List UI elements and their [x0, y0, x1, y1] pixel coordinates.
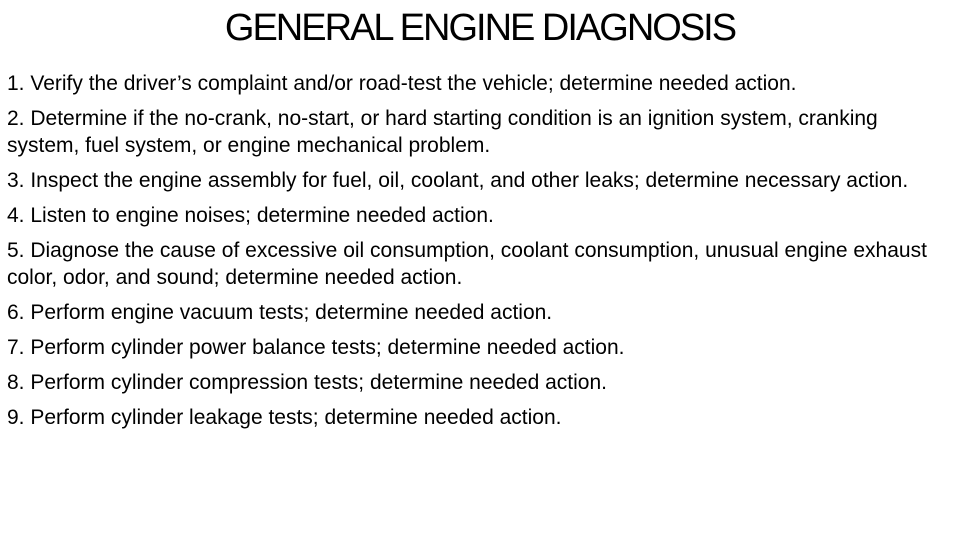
list-item: 4. Listen to engine noises; determine needed action. [7, 204, 494, 227]
slide-title: GENERAL ENGINE DIAGNOSIS [224, 7, 736, 49]
list-item: 3. Inspect the engine assembly for fuel, oil, coolant, and other leaks; determine necessary action. [7, 169, 909, 192]
list-item: 7. Perform cylinder power balance tests; determine needed action. [7, 336, 625, 359]
list-item: 9. Perform cylinder leakage tests; determine needed action. [7, 406, 562, 429]
list-item: 5. Diagnose the cause of excessive oil consumption, coolant consumption, unusual engine exhaust color, odor, and sound; determine needed action. [7, 239, 927, 289]
list-item: 2. Determine if the no-crank, no-start, or hard starting condition is an ignition system, cranking system, fuel system, or engine mechanical problem. [7, 107, 878, 157]
task-list [7, 70, 953, 439]
list-item: 1. Verify the driver’s complaint and/or road-test the vehicle; determine needed action. [7, 72, 797, 95]
list-item: 8. Perform cylinder compression tests; determine needed action. [7, 371, 607, 394]
list-item: 6. Perform engine vacuum tests; determine needed action. [7, 301, 553, 324]
